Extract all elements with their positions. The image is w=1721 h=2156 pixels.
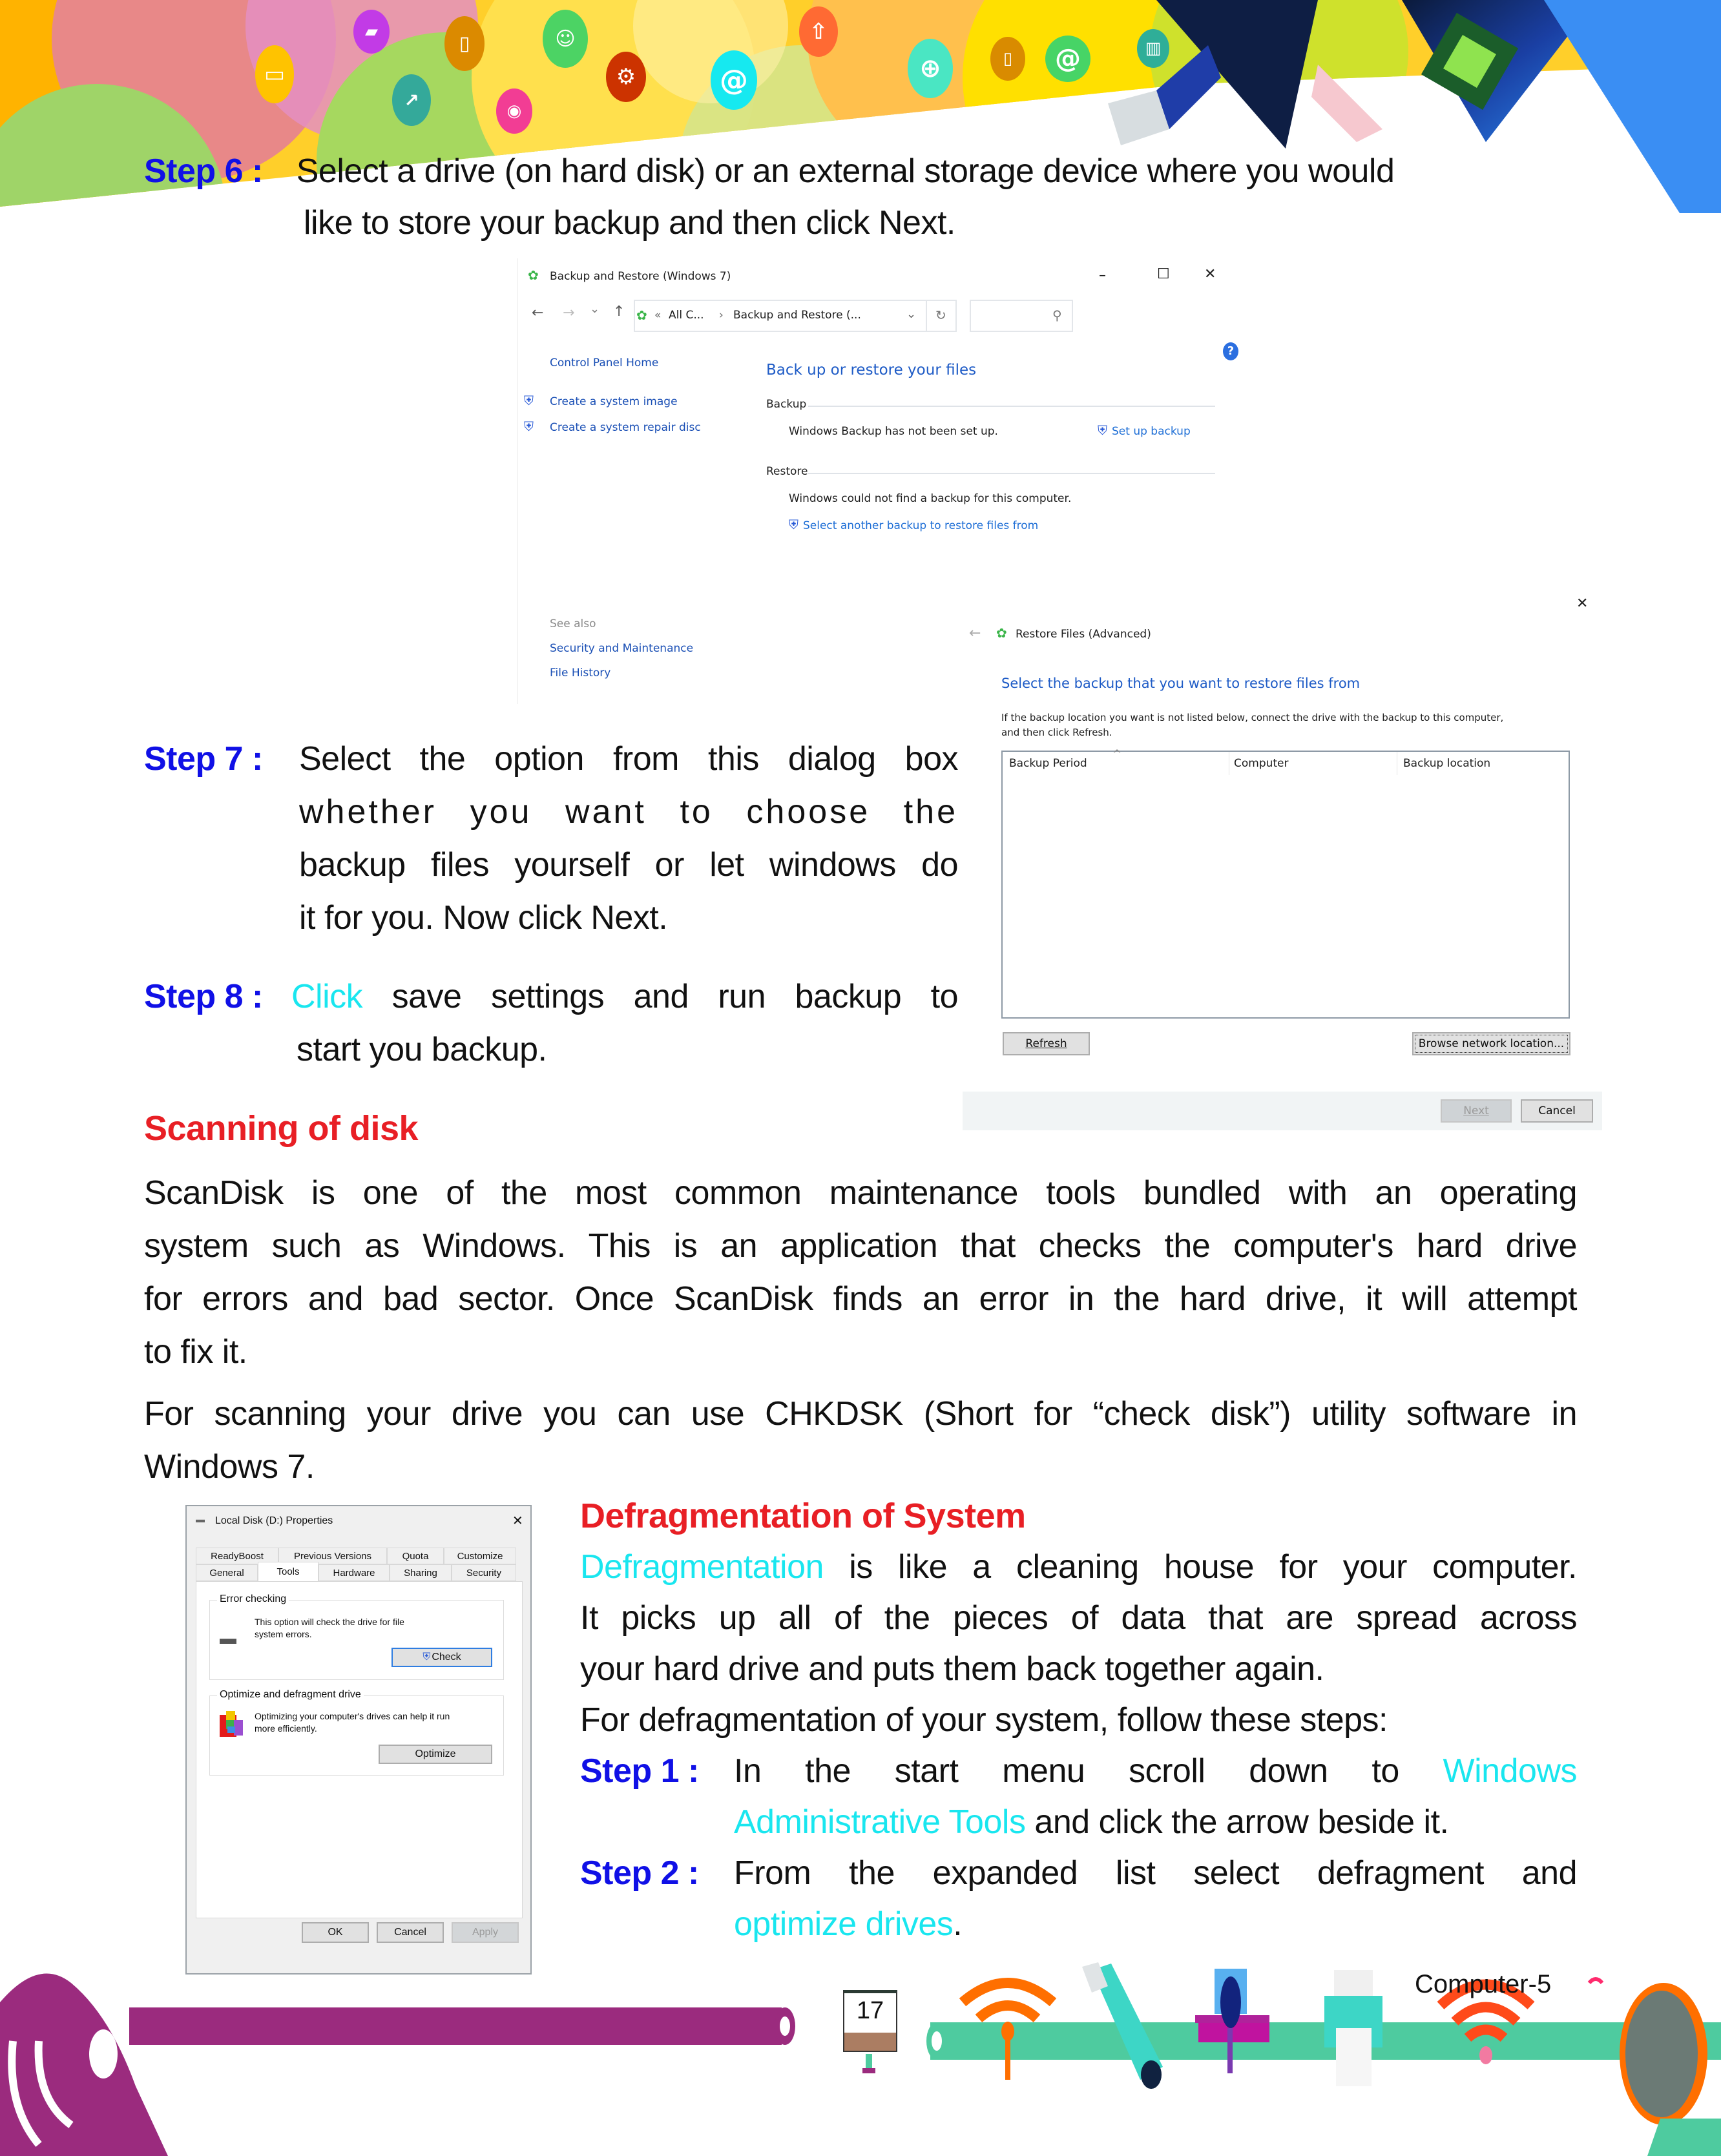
- defrag-intro: is like a cleaning house for your computer.: [823, 1548, 1577, 1586]
- gears-icon: ⚙: [606, 52, 646, 102]
- optimize-button-label: Optimize: [415, 1748, 456, 1759]
- error-text-line2: system errors.: [255, 1629, 312, 1639]
- app-icon: ✿: [528, 267, 539, 283]
- close-button[interactable]: ✕: [1204, 266, 1216, 282]
- shield-icon: ⛨: [524, 419, 534, 434]
- check-button[interactable]: [391, 1648, 492, 1667]
- dialog-back-arrow-icon[interactable]: ←: [969, 625, 981, 641]
- tab-label: Quota: [402, 1550, 429, 1562]
- back-arrow-icon[interactable]: ←: [532, 305, 544, 321]
- step8-block: [144, 970, 958, 1076]
- dialog-close-button[interactable]: ✕: [1576, 596, 1589, 612]
- error-checking-group: [209, 1600, 504, 1680]
- step7-block: [144, 732, 958, 944]
- props-close-button[interactable]: ✕: [512, 1514, 523, 1528]
- column-backup-location[interactable]: Backup location: [1403, 757, 1491, 770]
- restore-app-icon: ✿: [996, 625, 1007, 641]
- cancel-button-label: Cancel: [1538, 1104, 1576, 1117]
- restore-section-label: Restore: [766, 465, 808, 478]
- globe-icon: ⊕: [908, 39, 953, 98]
- page-footer: [0, 1957, 1721, 2156]
- page-number-box: [843, 1990, 897, 2052]
- up-arrow-icon[interactable]: ↑: [613, 304, 625, 320]
- step7-line4: it for you. Now click Next.: [299, 899, 668, 937]
- shield-icon: ⛨: [524, 393, 534, 408]
- tab-label: ReadyBoost: [211, 1550, 264, 1562]
- scanning-paragraph-2: [144, 1387, 1577, 1493]
- folder-icon: ▰: [353, 10, 390, 54]
- apply-button-label: Apply: [472, 1927, 499, 1938]
- bar-chart-icon: ▥: [1137, 29, 1169, 68]
- backup-divider: [808, 406, 1215, 407]
- backup-status-text: Windows Backup has not been set up.: [789, 425, 998, 438]
- refresh-button-label: Refresh: [1025, 1037, 1067, 1050]
- defrag-step2-label: Step 2 :: [580, 1854, 699, 1892]
- backup-list-table[interactable]: [1001, 748, 1570, 1019]
- step6-text-line2: like to store your backup and then click Next.: [304, 204, 955, 242]
- sort-indicator-icon: ^: [1112, 748, 1122, 761]
- mouse-icon-2: ▯: [990, 37, 1025, 81]
- breadcrumb-separator: ›: [719, 309, 724, 322]
- defrag-block: [580, 1491, 1577, 1950]
- create-repair-disc-link[interactable]: Create a system repair disc: [550, 421, 701, 434]
- tools-tab-panel: [196, 1581, 523, 1918]
- defrag-step1-text: In the start menu scroll down to: [734, 1752, 1443, 1790]
- column-backup-period[interactable]: Backup Period: [1009, 757, 1087, 770]
- cancel-button[interactable]: [1521, 1099, 1593, 1123]
- defrag-line4: For defragmentation of your system, follow these steps:: [580, 1701, 1388, 1739]
- defrag-icon: [220, 1711, 245, 1737]
- create-system-image-link[interactable]: Create a system image: [550, 395, 678, 408]
- scanning-p1-line2: system such as Windows. This is an application that checks the computer's hard drive: [144, 1227, 1577, 1265]
- apply-button[interactable]: [452, 1922, 519, 1943]
- recent-dropdown-icon[interactable]: ⌄: [590, 302, 600, 316]
- tab-label: Hardware: [333, 1567, 375, 1579]
- tab-security[interactable]: [452, 1564, 516, 1581]
- local-disk-properties-dialog: [185, 1505, 532, 1975]
- props-cancel-button-label: Cancel: [394, 1927, 426, 1938]
- book-label: Computer-5: [1415, 1970, 1552, 1998]
- tab-hardware[interactable]: [318, 1564, 390, 1581]
- ok-button-label: OK: [328, 1927, 343, 1938]
- at-sign-icon-2: @: [1045, 36, 1090, 82]
- props-body: [194, 1539, 524, 1945]
- breadcrumb-all-control[interactable]: All C...: [669, 309, 704, 322]
- optimize-drives-highlight: optimize drives: [734, 1905, 954, 1943]
- step6-label: Step 6 :: [144, 152, 263, 190]
- step7-line2: whether you want to choose the: [299, 793, 958, 831]
- optimize-button[interactable]: [379, 1745, 492, 1764]
- defrag-step1-rest: and click the arrow beside it.: [1025, 1803, 1449, 1841]
- gamepad-icon: ◉: [496, 88, 532, 134]
- step6-text-line1: Select a drive (on hard disk) or an external storage device where you would: [296, 152, 1395, 190]
- breadcrumb-backup-restore[interactable]: Backup and Restore (...: [733, 309, 861, 322]
- step7-label: Step 7 :: [144, 740, 263, 778]
- control-panel-home-link[interactable]: Control Panel Home: [550, 357, 659, 369]
- tab-customize[interactable]: [444, 1548, 516, 1564]
- step7-line3: backup files yourself or let windows do: [299, 846, 958, 884]
- drive-icon: ▬: [196, 1514, 205, 1524]
- admin-tools-highlight: Administrative Tools: [734, 1803, 1026, 1841]
- step7-line1: Select the option from this dialog box: [299, 740, 958, 778]
- backup-section-label: Backup: [766, 398, 807, 411]
- select-another-backup-link[interactable]: Select another backup to restore files from: [803, 519, 1039, 532]
- next-button[interactable]: [1441, 1099, 1512, 1123]
- maximize-button[interactable]: ☐: [1157, 266, 1170, 282]
- tab-label: General: [209, 1567, 244, 1579]
- tab-quota[interactable]: [387, 1548, 444, 1564]
- scanning-heading: Scanning of disk: [144, 1109, 419, 1148]
- dialog-title: Restore Files (Advanced): [1016, 628, 1151, 641]
- defrag-heading: Defragmentation of System: [580, 1497, 1026, 1535]
- address-prefix: «: [654, 309, 662, 322]
- help-icon[interactable]: ?: [1223, 342, 1238, 360]
- defrag-line3: your hard drive and puts them back together again.: [580, 1650, 1324, 1688]
- defrag-step1-label: Step 1 :: [580, 1752, 699, 1790]
- step8-line2: start you backup.: [297, 1031, 547, 1068]
- props-title: Local Disk (D:) Properties: [215, 1515, 333, 1526]
- defrag-step2-text: From the expanded list select defragment and: [734, 1854, 1577, 1892]
- address-dropdown-icon[interactable]: ⌄: [906, 307, 917, 321]
- error-text-line1: This option will check the drive for file: [255, 1617, 404, 1627]
- check-button-label: Check: [432, 1652, 461, 1663]
- search-icon: ⚲: [1052, 307, 1062, 323]
- scanning-p1-line1: ScanDisk is one of the most common maintenance tools bundled with an operating: [144, 1174, 1577, 1212]
- restore-files-dialog: [963, 588, 1596, 1130]
- tab-tools[interactable]: [258, 1562, 318, 1581]
- browse-network-button[interactable]: [1412, 1032, 1570, 1055]
- ok-button[interactable]: [302, 1922, 369, 1943]
- step6-block: [144, 145, 1578, 249]
- page-number: 17: [856, 1997, 884, 2024]
- monitor-icon: ▭: [255, 45, 294, 103]
- scanning-p1-line3: for errors and bad sector. Once ScanDisk finds an error in the hard drive, it will attempt: [144, 1280, 1577, 1318]
- people-network-icon: ☺: [543, 10, 588, 68]
- see-also-label: See also: [550, 617, 596, 630]
- mouse-icon: ▯: [444, 16, 485, 71]
- defrag-line2: It picks up all of the pieces of data that are spread across: [580, 1599, 1577, 1637]
- step8-click-highlight: Click: [291, 978, 363, 1015]
- windows-highlight: Windows: [1443, 1752, 1577, 1790]
- tab-general[interactable]: [196, 1564, 258, 1581]
- shield-icon: ⛨: [422, 1652, 431, 1663]
- error-checking-label: Error checking: [217, 1593, 289, 1605]
- table-header: [1003, 748, 1569, 775]
- browse-network-button-label: Browse network location...: [1418, 1037, 1565, 1050]
- set-up-backup-link[interactable]: Set up backup: [1112, 425, 1191, 438]
- window-title: Backup and Restore (Windows 7): [550, 270, 731, 283]
- at-sign-icon: @: [711, 50, 757, 110]
- tab-label: Customize: [457, 1550, 503, 1562]
- tab-label: Sharing: [404, 1567, 437, 1579]
- scanning-paragraph-1: [144, 1166, 1577, 1378]
- dialog-heading: Select the backup that you want to restore files from: [1001, 676, 1361, 691]
- step8-line1: save settings and run backup to: [362, 978, 958, 1015]
- refresh-icon[interactable]: ↻: [935, 307, 946, 323]
- scanning-p1-line4: to fix it.: [144, 1333, 247, 1371]
- address-location-icon: ✿: [636, 307, 647, 323]
- defrag-term-highlight: Defragmentation: [580, 1548, 824, 1586]
- drive-icon: ▬: [220, 1628, 236, 1648]
- main-heading: Back up or restore your files: [766, 362, 977, 378]
- address-bar[interactable]: [634, 300, 957, 332]
- growth-chart-icon: ↗: [392, 74, 431, 126]
- file-history-link[interactable]: File History: [550, 667, 611, 679]
- optimize-group-label: Optimize and defragment drive: [217, 1689, 364, 1701]
- upload-icon: ⇧: [799, 6, 838, 57]
- scanning-p2-line1: For scanning your drive you can use CHKDSK (Short for “check disk”) utility software in: [144, 1395, 1577, 1433]
- security-maintenance-link[interactable]: Security and Maintenance: [550, 642, 694, 655]
- minimize-button[interactable]: –: [1099, 267, 1106, 284]
- dialog-footer: [963, 1092, 1602, 1130]
- dialog-instructions: If the backup location you want is not listed below, connect the drive with the backup to this computer, and then click Refresh.: [1001, 712, 1504, 738]
- defrag-step2-rest: .: [953, 1905, 963, 1943]
- tab-label: Security: [466, 1567, 502, 1579]
- refresh-button[interactable]: [1003, 1032, 1090, 1055]
- tab-sharing[interactable]: [390, 1564, 452, 1581]
- restore-status-text: Windows could not find a backup for this computer.: [789, 492, 1072, 505]
- shield-icon: ⛨: [1098, 422, 1107, 438]
- next-button-label: Next: [1463, 1104, 1489, 1117]
- restore-divider: [808, 473, 1215, 474]
- shield-icon: ⛨: [789, 517, 798, 532]
- tab-label: Previous Versions: [293, 1550, 372, 1562]
- forward-arrow-icon[interactable]: →: [563, 305, 575, 321]
- search-box[interactable]: [970, 300, 1073, 332]
- column-computer[interactable]: Computer: [1234, 757, 1289, 770]
- step8-label: Step 8 :: [144, 978, 263, 1015]
- scanning-p2-line2: Windows 7.: [144, 1448, 315, 1486]
- tab-label: Tools: [276, 1566, 300, 1577]
- props-cancel-button[interactable]: [377, 1922, 444, 1943]
- optimize-text-line2: more efficiently.: [255, 1723, 317, 1734]
- optimize-text-line1: Optimizing your computer's drives can help it run: [255, 1711, 450, 1721]
